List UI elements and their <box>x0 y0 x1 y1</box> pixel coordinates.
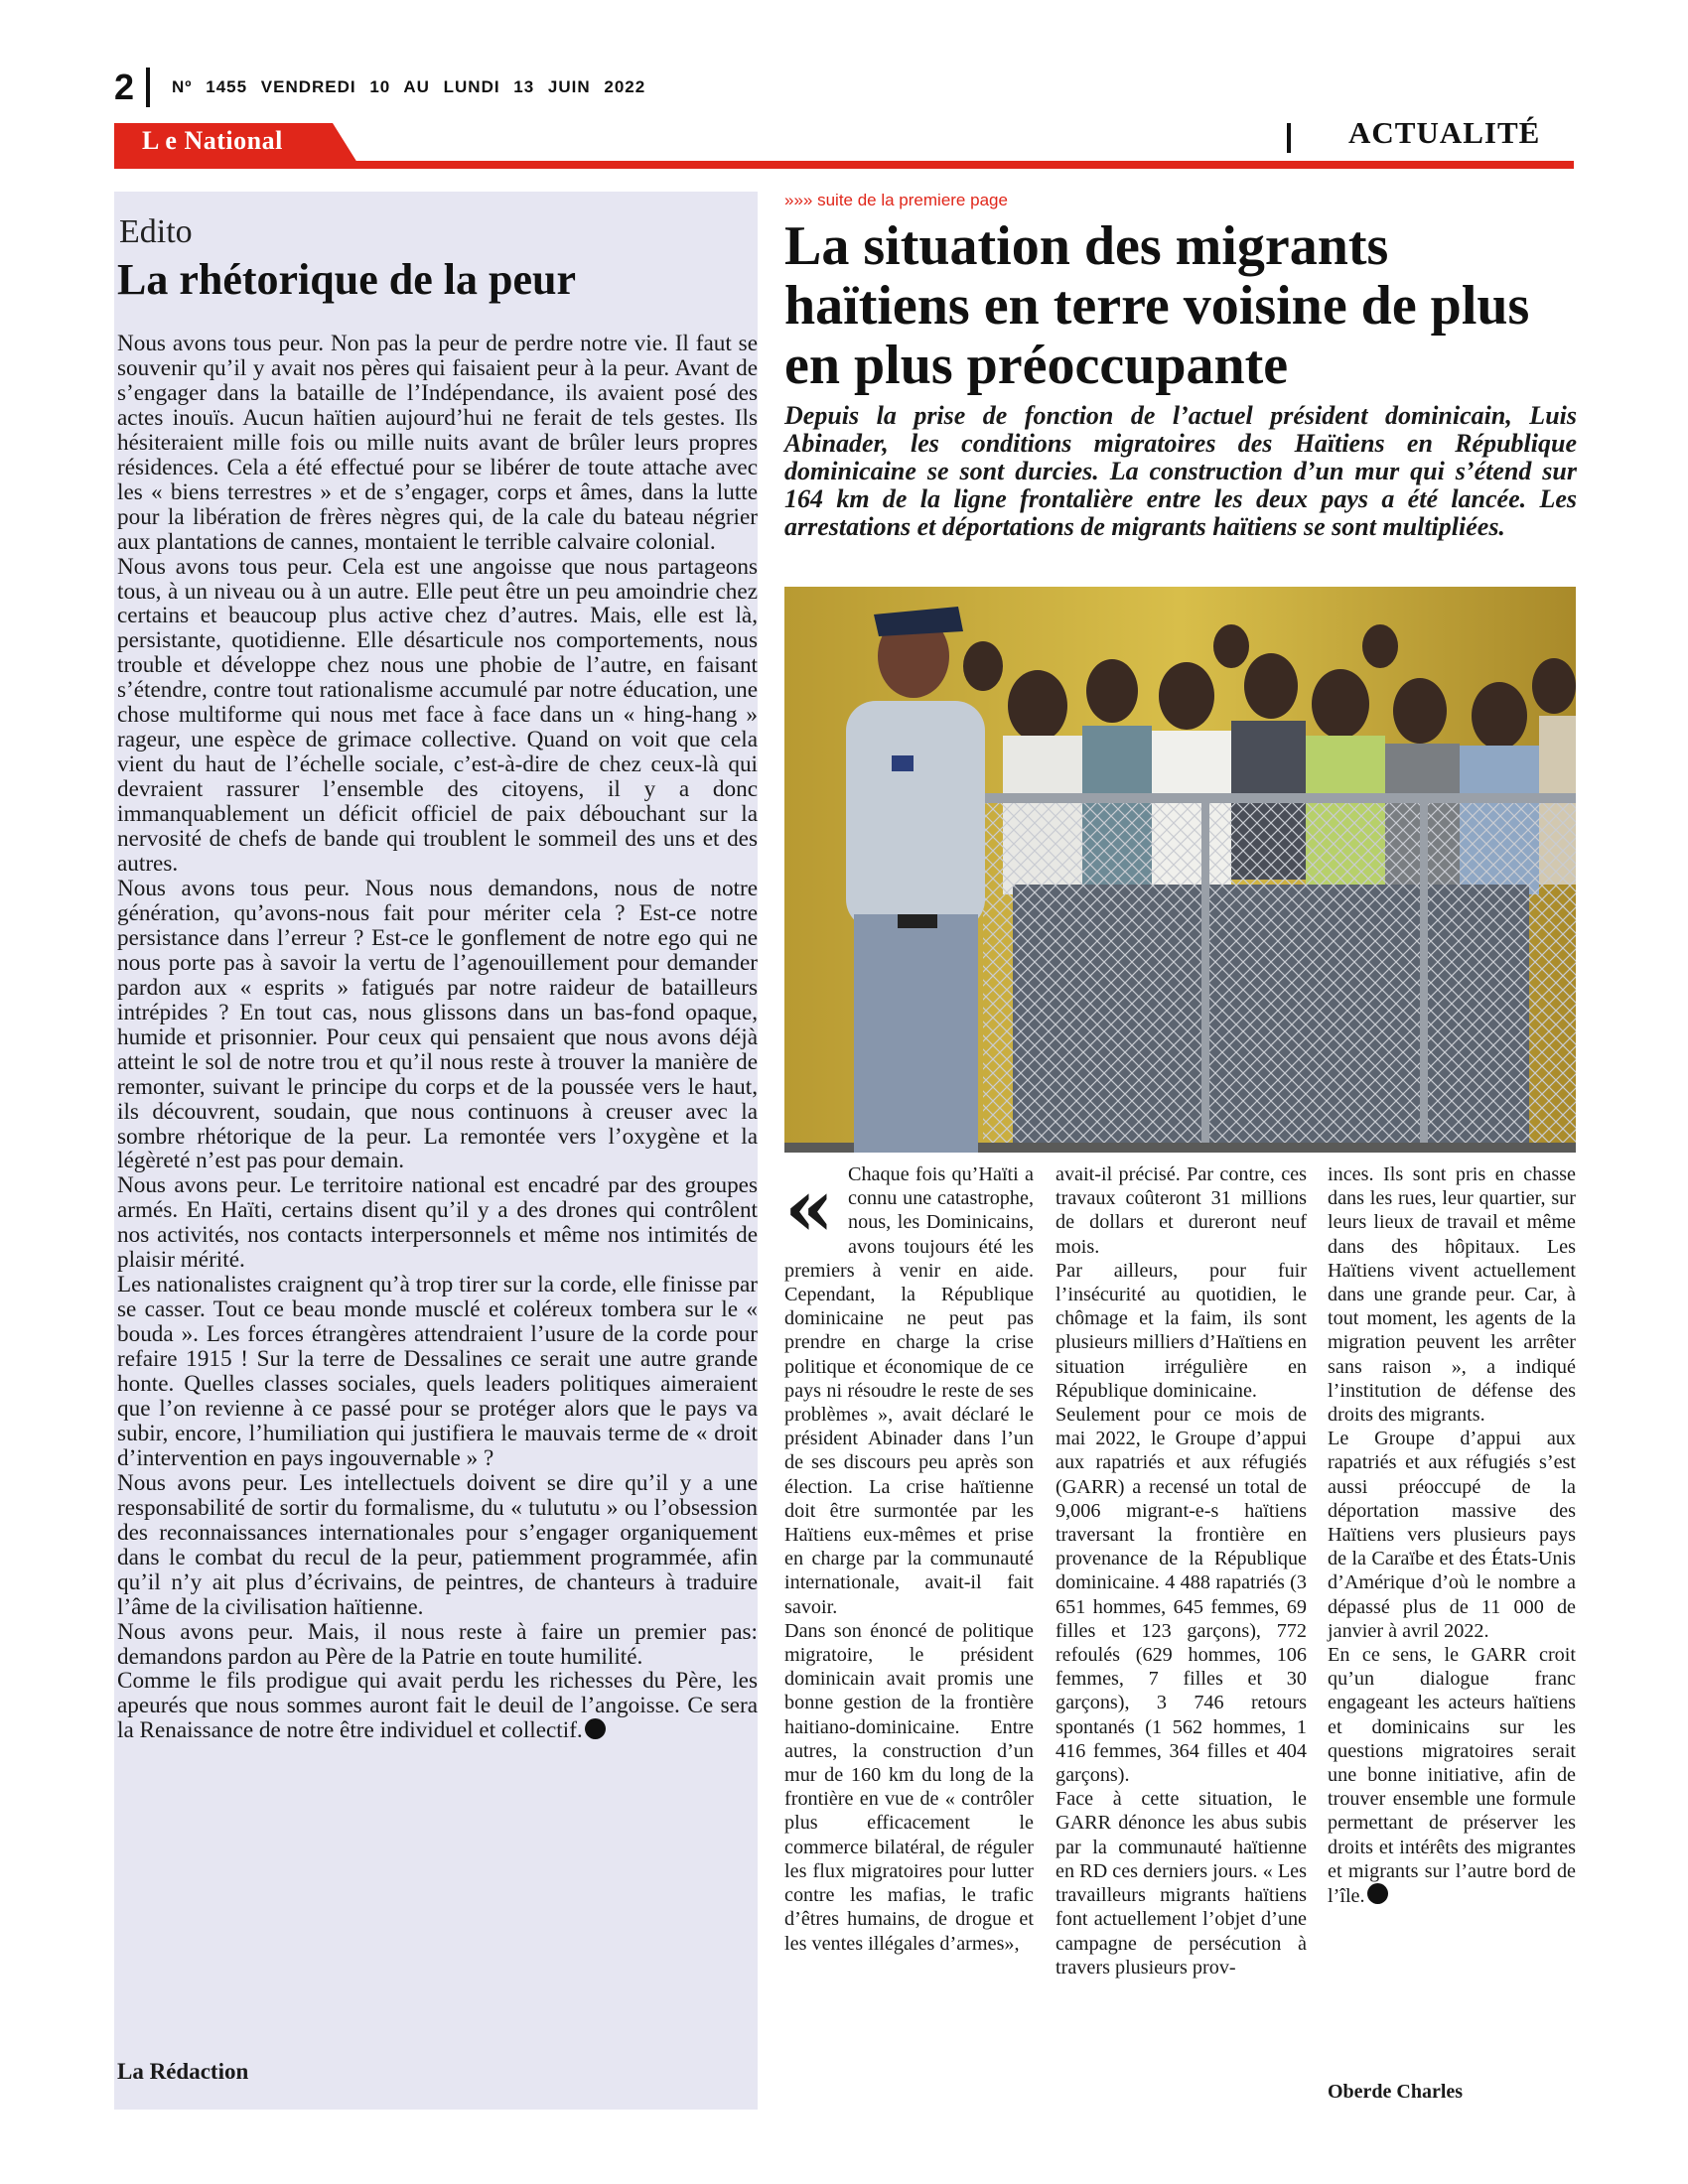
article-signature: Oberde Charles <box>1328 2081 1464 2103</box>
edito-last-paragraph <box>117 1669 758 1743</box>
article-paragraph: Face à cette situation, le GARR dénonce les abus subis par la communauté haïtienne en RD ces derniers jours. « Les travailleurs migrants haïtiens font actuellement l’objet d’une campagne de persécution à travers plusieurs prov- <box>1055 1788 1307 1979</box>
edito-paragraph: Nous avons peur. Mais, il nous reste à faire un premier pas: demandons pardon au Père de la Patrie en toute humilité. <box>117 1618 758 1670</box>
section-divider <box>1287 123 1291 153</box>
article-photo <box>784 587 1576 1153</box>
issue-info: Nº 1455 VENDREDI 10 AU LUNDI 13 JUIN 2022 <box>172 77 646 96</box>
article-paragraph: Le Groupe d’appui aux rapatriés et aux réfugiés s’est aussi préoccupé de la déportation massive des Haïtiens vers plusieurs pays de la Caraïbe et des États-Unis d’Amérique d’où le nombre a dépassé plus de 11 000 de janvier à avril 2022. <box>1328 1428 1576 1642</box>
article-paragraph-text: En ce sens, le GARR croit qu’un dialogue franc engageant les acteurs haïtiens et dominicains sur les questions migratoires serait une bonne initiative, afin de trouver ensemble une formule permettant de préserver les droits et intérêts des migrantes et migrants sur l’autre bord de l’île. <box>1328 1644 1576 1908</box>
header-divider <box>146 68 150 107</box>
article-paragraph: Dans son énoncé de politique migratoire, le président dominicain avait promis une bonne gestion de la frontière haitiano-dominicaine. Entre autres, la construction d’un mur de 160 km du long de la frontière en vue de « contrôler plus efficacement le commerce bilatéral, de réguler les flux migratoires pour lutter contre les mafias, le trafic d’êtres humains, de drogue et les ventes illégales d’armes», <box>784 1619 1034 1955</box>
edito-signature: La Rédaction <box>117 2059 249 2084</box>
edito-kicker: Edito <box>119 213 193 250</box>
article-paragraph: inces. Ils sont pris en chasse dans les rues, leur quartier, sur leurs lieux de travail et même dans des hôpitaux. Les Haïtiens vivent actuellement dans une grande peur. Car, à tout moment, les agents de la migration peuvent les arrêter sans raison », a indiqué l’institution de défense des droits des migrants. <box>1328 1163 1576 1427</box>
end-mark-icon <box>585 1718 606 1739</box>
section-label: ACTUALITÉ <box>1348 115 1541 150</box>
quote-mark: « <box>784 1160 834 1254</box>
edito-paragraph: Nous avons tous peur. Nous nous demandons, nous de notre génération, qu’avons-nous fait pour mériter cela ? Est-ce notre persistance dans l’erreur ? Est-ce le gonflement de notre ego qui ne nous porte pas à savoir la vertu de l’agenouillement pour demander pardon aux « esprits » fatigués par notre raideur de batailleurs intrépides ? En tout cas, nous glissons dans un bas-fond opaque, humide et prisonnier. Pour ceux qui pensaient que nous avons déjà atteint le sol de notre trou et qu’il nous reste à trouver la manière de remonter, suivant le principe du corps et de la poussée vers le haut, ils découvrent, soudain, que nous continuons à creuser avec la sombre rhétorique de la peur. La remontée vers l’oxygène et la légèreté n’est pas pour demain. <box>117 875 758 1174</box>
migrants-photo-illustration <box>784 587 1576 1153</box>
continued-label: »»» suite de la premiere page <box>784 191 1008 209</box>
article-standfirst: Depuis la prise de fonction de l’actuel président dominicain, Luis Abinader, les conditions migratoires des Haïtiens en République dominicaine se sont durcies. La construction d’un mur qui s’étend sur 164 km de la ligne frontalière entre les deux pays a été lancée. Les arrestations et déportations de migrants haïtiens se sont multipliées. <box>784 401 1577 541</box>
edito-paragraph-text: Comme le fils prodigue qui avait perdu les richesses du Père, les apeurés que nous sommes auront fait le deuil de l’angoisse. Ce sera la Renaissance de notre être individuel et collectif. <box>117 1668 758 1744</box>
article-column-1 <box>784 1162 1034 1956</box>
edito-paragraph: Nous avons tous peur. Cela est une angoisse que nous partageons tous, à un niveau ou à un autre. Elle peut être un peu amoindrie chez certains et beaucoup plus active chez d’autres. Mais, elle est là, persistante, quotidienne. Elle désarticule nos comportements, nous trouble et développe chez nous une phobie de l’autre, en faisant s’étendre, contre tout rationalisme accumulé par notre éducation, une chose multiforme qui nous met face à face dans un « hing-hang » rageur, une espèce de grimace collective. Quand on voit que cela vient du haut de l’échelle sociale, c’est-à-dire de chez ceux-là qui devraient rassurer l’ensemble des citoyens, il y a donc immanquablement un déficit officiel de paix débouchant sur la nervosité de chefs de bande qui troublent le sommeil des uns et des autres. <box>117 553 758 878</box>
header-rule <box>114 161 1574 169</box>
article-paragraph: Par ailleurs, pour fuir l’insécurité au quotidien, le chômage et la faim, ils sont plusieurs milliers d’Haïtiens en situation irrégulière en République dominicaine. <box>1055 1259 1307 1402</box>
article-paragraph-text: Chaque fois qu’Haïti a connu une catastrophe, nous, les Dominicains, avons toujours été les premiers à venir en aide. Cependant, la République dominicaine ne peut pas prendre en charge la crise politique et économique de ce pays ni résoudre le reste de ses problèmes », avait déclaré le président Abinader dans l’un de ses discours peu après son élection. La crise haïtienne doit être surmontée par les Haïtiens eux-mêmes et prise en charge par la communauté internationale, avait-il fait savoir. <box>784 1163 1034 1618</box>
brand-tab <box>114 123 357 163</box>
edito-paragraph: Nous avons peur. Les intellectuels doivent se dire qu’il y a une responsabilité de sortir du formalisme, du « tulututu » ou l’obsession des reconnaissances internationales pour s’engager organiquement dans le combat du recul de la peur, patiemment programmée, afin qu’il n’y ait plus d’écrivains, de peintres, de chanteurs à traduire l’âme de la civilisation haïtienne. <box>117 1469 758 1620</box>
edito-body <box>117 332 758 1743</box>
newspaper-name: L e National <box>142 126 283 155</box>
article-paragraph <box>784 1162 1034 1619</box>
page-number: 2 <box>114 67 135 107</box>
article-last-paragraph <box>1328 1643 1576 1908</box>
page-header <box>114 58 645 117</box>
article-paragraph: avait-il précisé. Par contre, ces travaux coûteront 31 millions de dollars et dureront neuf mois. <box>1055 1163 1307 1258</box>
article-column-3 <box>1328 1162 1576 1908</box>
article-headline: La situation des migrants haïtiens en terre voisine de plus en plus préoccupante <box>784 215 1530 396</box>
edito-paragraph: Nous avons tous peur. Non pas la peur de perdre notre vie. Il faut se souvenir qu’il y avait nos pères qui faisaient peur à la peur. Avant de s’engager dans la bataille de l’Indépendance, ils avaient posé des actes inouïs. Aucun haïtien aujourd’hui ne ferait de tels gestes. Ils hésiteraient mille fois ou mille nuits avant de brûler leurs propres résidences. Cela a été effectué pour se libérer de toute attache avec les « biens terrestres » et de s’engager, corps et âmes, dans la lutte pour la libération de frères nègres qui, de la cale du bateau négrier aux plantations de cannes, montaient le terrible calvaire colonial. <box>117 331 758 555</box>
edito-paragraph: Les nationalistes craignent qu’à trop tirer sur la corde, elle finisse par se casser. Tout ce beau monde musclé et coléreux tombera sur le « bouda ». Les forces étrangères attendraient l’usure de la corde pour refaire 1915 ! Sur la terre de Dessalines ce serait une autre grande honte. Quelles classes sociales, quels leaders politiques aimeraient que l’on revienne à ce passé pour se protéger alors que le pays va subir, encore, l’humiliation qui justifiera le mauvais terme de « droit d’intervention en pays ingouvernable » ? <box>117 1272 758 1471</box>
edito-paragraph: Nous avons peur. Le territoire national est encadré par des groupes armés. En Haïti, certains disent qu’il y a des drones qui contrôlent nos activités, nos contacts interpersonnels et même nos intimités de plaisir mérité. <box>117 1172 758 1274</box>
article-paragraph: Seulement pour ce mois de mai 2022, le Groupe d’appui aux rapatriés et aux réfugiés (GARR) a recensé un total de 9,006 migrant-e-s haïtiens traversant la frontière en provenance de la République dominicaine. 4 488 rapatriés (3 651 hommes, 645 femmes, 69 filles et 123 garçons), 772 refoulés (629 hommes, 106 femmes, 7 filles et 30 garçons), 3 746 retours spontanés (1 562 hommes, 1 416 femmes, 364 filles et 404 garçons). <box>1055 1404 1307 1787</box>
end-mark-icon <box>1367 1883 1388 1904</box>
edito-title: La rhétorique de la peur <box>117 255 576 304</box>
article-column-2 <box>1055 1162 1307 1979</box>
